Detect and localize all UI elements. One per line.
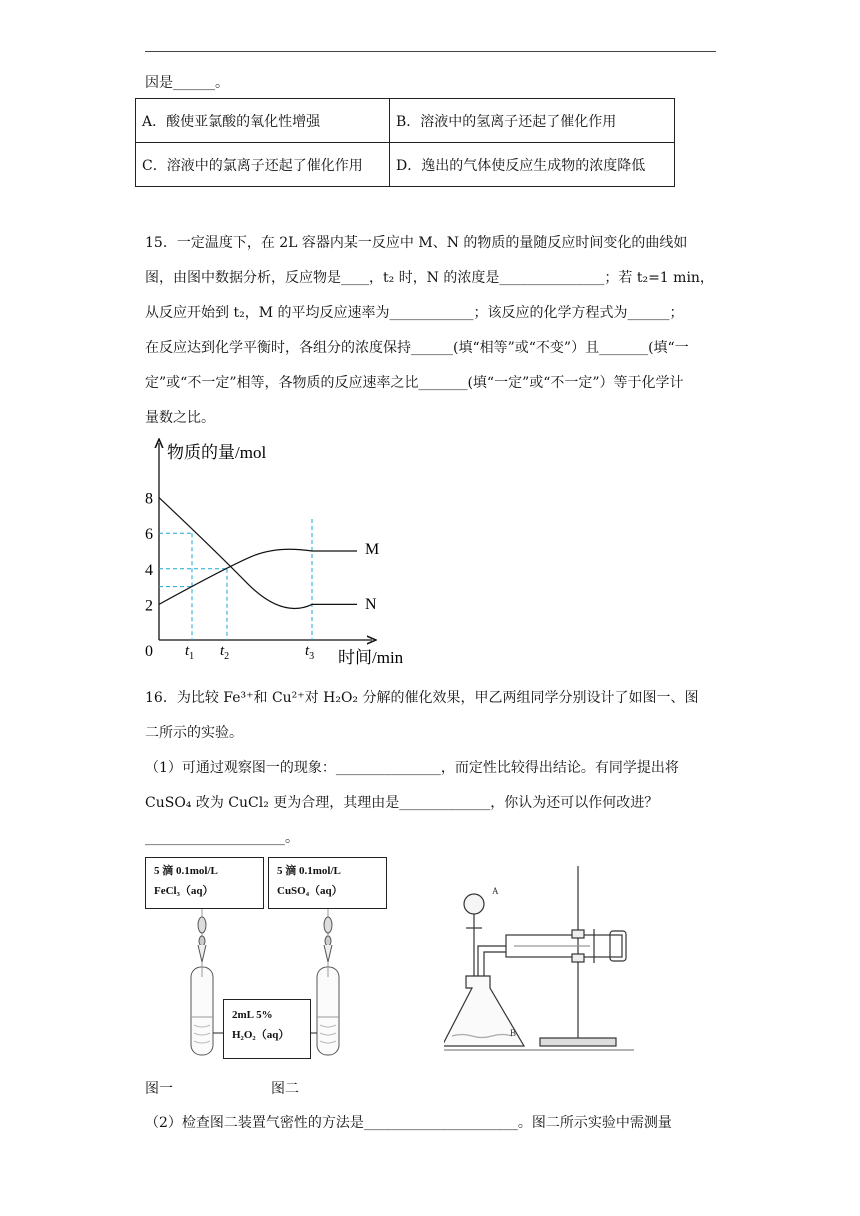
q16-line: ____________________。 bbox=[145, 830, 299, 846]
series-n-label: N bbox=[365, 596, 377, 613]
x-tick-label: $t_3$ bbox=[305, 643, 315, 662]
q16-part2-line: （2）检查图二装置气密性的方法是______________________。图二所示实验中需测量 bbox=[145, 1115, 672, 1131]
q15-line: 在反应达到化学平衡时，各组分的浓度保持______(填“相等”或“不变”）且_______(填“一 bbox=[145, 340, 689, 356]
q15-line: 15．一定温度下，在 2L 容器内某一反应中 M、N 的物质的量随反应时间变化的曲线如 bbox=[145, 235, 688, 251]
option-b: B．溶液中的氢离子还起了催化作用 bbox=[390, 99, 675, 143]
q15-line: 定”或“不一定”相等，各物质的反应速率之比_______(填“一定”或“不一定”）等于化学计 bbox=[145, 375, 684, 391]
fecl3-label-line: FeCl₃（aq） bbox=[154, 885, 214, 897]
prev-question-tail: 因是______。 bbox=[145, 75, 229, 91]
x-axis-label: 时间/min bbox=[338, 648, 404, 667]
h2o2-label-line: 2mL 5% bbox=[232, 1009, 273, 1021]
option-c: C．溶液中的氯离子还起了催化作用 bbox=[136, 143, 390, 187]
fecl3-label-line: 5 滴 0.1mol/L bbox=[154, 865, 218, 877]
cuso4-label-box bbox=[268, 857, 387, 909]
series-m-line bbox=[159, 549, 357, 604]
label-a: A bbox=[492, 886, 499, 896]
question-15 bbox=[145, 226, 717, 436]
q15-line: 从反应开始到 t₂，M 的平均反应速率为____________；该反应的化学方程式为______； bbox=[145, 305, 684, 321]
q16-line: CuSO₄ 改为 CuCl₂ 更为合理，其理由是_____________，你认为还可以作何改进？ bbox=[145, 795, 659, 811]
y-tick-label: 8 bbox=[145, 490, 153, 508]
fecl3-label-box bbox=[145, 857, 264, 909]
q15-line: 量数之比。 bbox=[145, 410, 215, 426]
q16-line: 二所示的实验。 bbox=[145, 725, 243, 741]
question-16 bbox=[145, 681, 717, 856]
header-rule bbox=[145, 51, 716, 52]
x-tick-label: $t_2$ bbox=[220, 643, 230, 662]
cuso4-label-line: 5 滴 0.1mol/L bbox=[277, 865, 341, 877]
x-tick-label: $t_1$ bbox=[185, 643, 195, 662]
label-b: B bbox=[510, 1028, 517, 1038]
option-d: D．逸出的气体使反应生成物的浓度降低 bbox=[390, 143, 675, 187]
q15-line: 图，由图中数据分析，反应物是____，t₂ 时，N 的浓度是_______________；若 t₂=1 min， bbox=[145, 270, 714, 286]
q16-line: 16．为比较 Fe³⁺和 Cu²⁺对 H₂O₂ 分解的催化效果，甲乙两组同学分别设计了如图一、图 bbox=[145, 690, 699, 706]
cuso4-label-line: CuSO₄（aq） bbox=[277, 885, 343, 897]
y-tick-label: 4 bbox=[145, 561, 153, 579]
series-n-line bbox=[159, 498, 357, 609]
origin-label: 0 bbox=[145, 643, 153, 660]
figure-2-apparatus bbox=[444, 858, 634, 1056]
h2o2-label-line: H₂O₂（aq） bbox=[232, 1029, 290, 1041]
q16-line: （1）可通过观察图一的现象：_______________，而定性比较得出结论。有同学提出将 bbox=[145, 760, 679, 776]
y-tick-label: 6 bbox=[145, 526, 153, 544]
y-axis-label: 物质的量/mol bbox=[167, 443, 267, 462]
option-a: A．酸使亚氯酸的氧化性增强 bbox=[136, 99, 390, 143]
mn-chart bbox=[140, 435, 420, 670]
h2o2-label-box bbox=[223, 999, 311, 1059]
figure-1-caption: 图一 bbox=[145, 1081, 173, 1097]
options-table bbox=[135, 98, 675, 187]
figure-2-caption: 图二 bbox=[271, 1081, 299, 1097]
series-m-label: M bbox=[365, 541, 380, 558]
y-tick-label: 2 bbox=[145, 597, 153, 615]
